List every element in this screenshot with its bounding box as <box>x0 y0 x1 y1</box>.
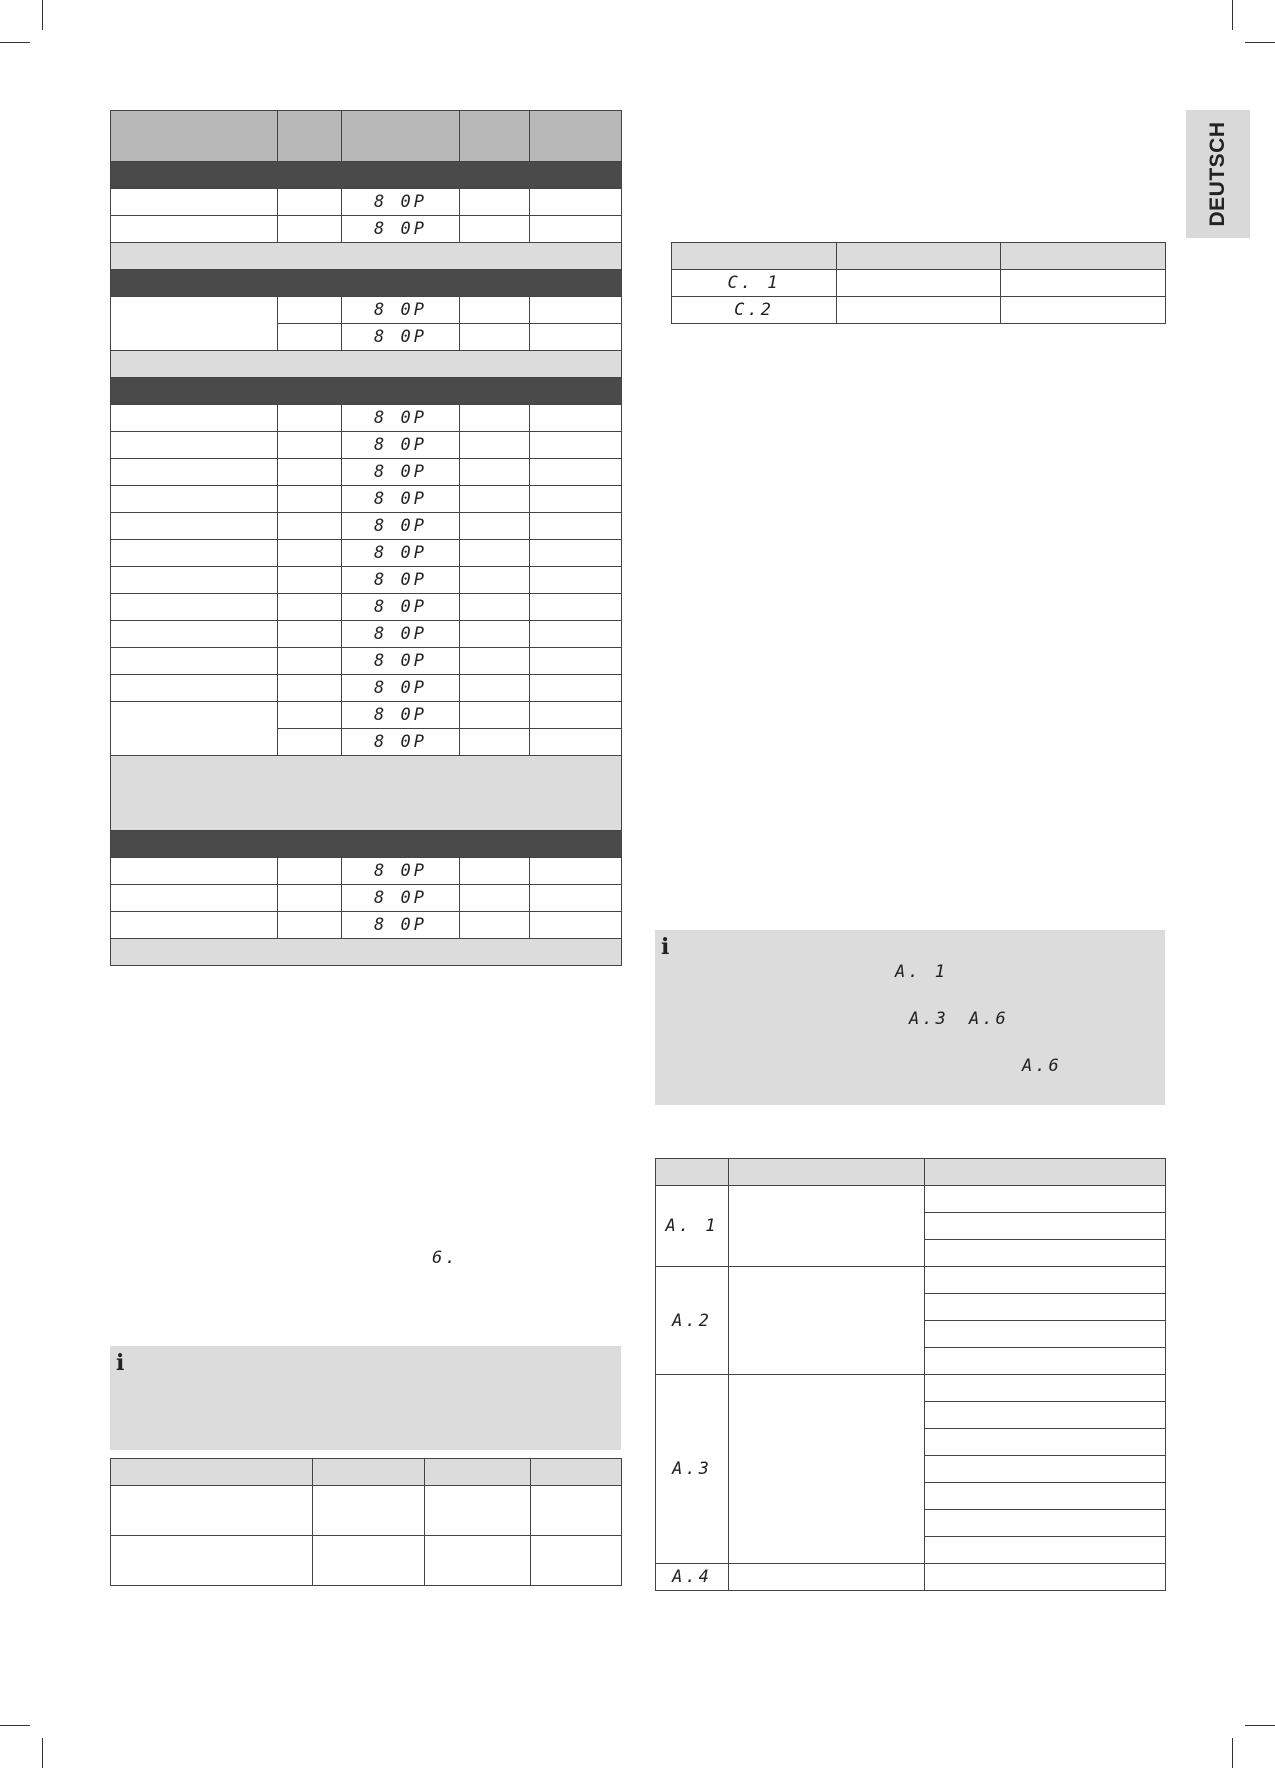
table-row <box>111 189 622 216</box>
lcd-code: 8 0P <box>374 624 427 644</box>
lcd-code: 8 0P <box>374 915 427 935</box>
section-row <box>111 378 622 405</box>
lcd-code: C.2 <box>734 300 774 320</box>
table-row <box>111 621 622 648</box>
table-row <box>111 648 622 675</box>
lcd-code: 8 0P <box>374 516 427 536</box>
lcd-code: 8 0P <box>374 435 427 455</box>
lcd-code: A. 1 <box>665 1216 719 1236</box>
table-row <box>111 486 622 513</box>
crop-mark <box>0 1725 30 1726</box>
table-row <box>111 1536 622 1586</box>
lcd-code: 8 0P <box>374 489 427 509</box>
lcd-code: 8 0P <box>374 192 427 212</box>
table-row <box>111 567 622 594</box>
inline-lcd-code: A.6 <box>969 1009 1009 1029</box>
crop-mark <box>1232 1738 1233 1768</box>
lcd-code: 8 0P <box>374 597 427 617</box>
table-row <box>672 297 1166 324</box>
table-row <box>111 1486 622 1536</box>
lcd-code: 8 0P <box>374 651 427 671</box>
note-row <box>111 756 622 831</box>
lcd-code: A.3 <box>672 1459 712 1479</box>
inline-lcd-code: 6. <box>432 1248 459 1268</box>
code-a-table <box>655 1158 1166 1591</box>
language-tab[interactable] <box>1186 110 1250 238</box>
lcd-code: 8 0P <box>374 462 427 482</box>
crop-mark <box>1245 1725 1275 1726</box>
note-row <box>111 351 622 378</box>
crop-mark <box>42 1738 43 1768</box>
crop-mark <box>1232 0 1233 30</box>
table-header-row <box>672 243 1166 270</box>
language-tab-label: DEUTSCH <box>1206 121 1229 227</box>
table-row <box>111 432 622 459</box>
crop-mark <box>0 42 30 43</box>
lcd-code: 8 0P <box>374 408 427 428</box>
lcd-code: 8 0P <box>374 705 427 725</box>
table-row <box>111 459 622 486</box>
info-note <box>110 1346 621 1450</box>
table-row <box>111 405 622 432</box>
table-row <box>656 1375 1166 1402</box>
info-icon: i <box>661 934 670 960</box>
table-row <box>656 1564 1166 1591</box>
table-row <box>111 594 622 621</box>
table-row <box>111 297 622 324</box>
table-row <box>111 216 622 243</box>
code-c-table <box>671 242 1166 324</box>
section-row <box>111 831 622 858</box>
small-table <box>110 1458 622 1586</box>
lcd-code: A.2 <box>672 1310 712 1331</box>
table-header-row <box>111 111 622 162</box>
lcd-code: 8 0P <box>374 300 427 320</box>
table-row <box>656 1267 1166 1294</box>
info-note <box>655 930 1165 1105</box>
table-row <box>656 1186 1166 1213</box>
lcd-code: 8 0P <box>374 543 427 563</box>
note-row <box>111 939 622 966</box>
table-row <box>111 885 622 912</box>
lcd-code: 8 0P <box>374 732 427 752</box>
lcd-code: 8 0P <box>374 678 427 698</box>
table-header-row <box>656 1159 1166 1186</box>
lcd-code: 8 0P <box>374 888 427 908</box>
inline-lcd-code: A. 1 <box>895 962 948 982</box>
table-row <box>111 513 622 540</box>
table-row <box>111 702 622 729</box>
section-row <box>111 270 622 297</box>
inline-lcd-code: A.6 <box>1022 1056 1062 1076</box>
lcd-code: C. 1 <box>727 273 781 293</box>
inline-lcd-code: A.3 <box>909 1009 949 1029</box>
lcd-code: 8 0P <box>374 219 427 239</box>
crop-mark <box>1245 42 1275 43</box>
program-table <box>110 110 622 966</box>
lcd-code: 8 0P <box>374 570 427 590</box>
table-row <box>111 912 622 939</box>
table-row <box>111 540 622 567</box>
table-row <box>111 858 622 885</box>
lcd-code: 8 0P <box>374 861 427 881</box>
table-row <box>111 675 622 702</box>
crop-mark <box>42 0 43 30</box>
note-row <box>111 243 622 270</box>
section-row <box>111 162 622 189</box>
lcd-code: A.4 <box>672 1567 712 1587</box>
table-header-row <box>111 1459 622 1486</box>
lcd-code: 8 0P <box>374 327 427 347</box>
table-row <box>672 270 1166 297</box>
info-icon: i <box>116 1350 125 1376</box>
